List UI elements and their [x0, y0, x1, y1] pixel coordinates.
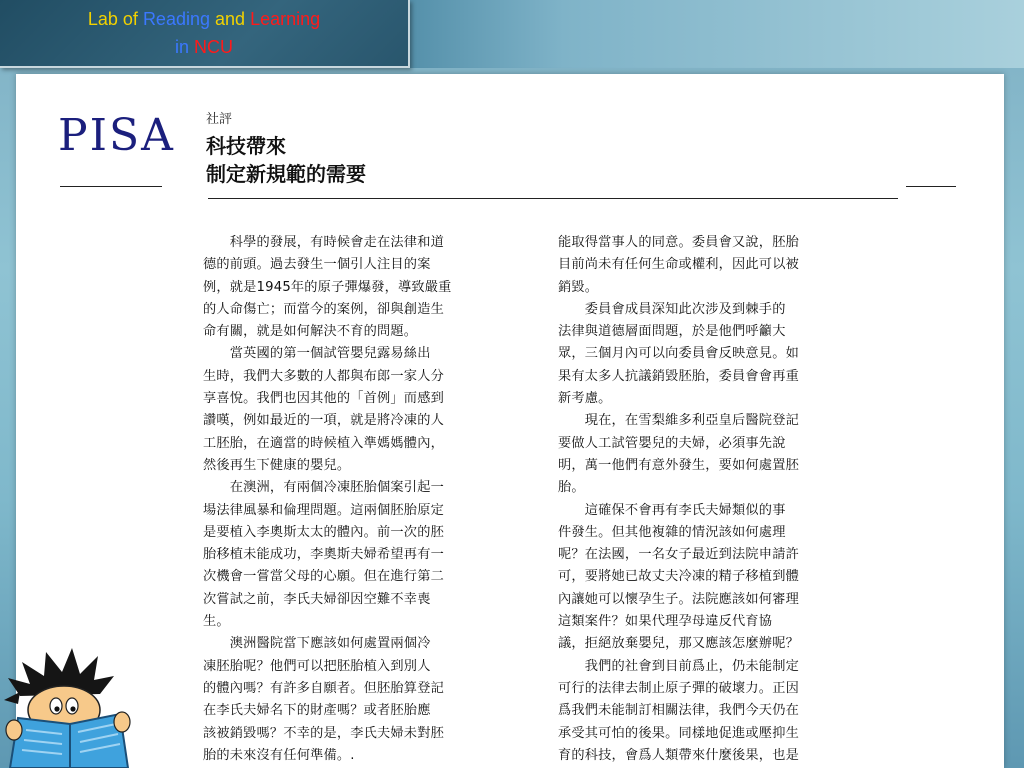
- learning-word: Learning: [250, 9, 321, 29]
- title-rule: [208, 198, 898, 199]
- article-line: 呢？在法國，一名女子最近到法院申請許: [558, 547, 799, 563]
- article-line: 享喜悅。我們也因其他的「首例」而感到: [203, 391, 444, 407]
- article-line: 當英國的第一個試管嬰兒露易絲出: [203, 346, 431, 362]
- lab-word: Lab: [87, 9, 118, 29]
- article-title-line1: 科技帶來: [206, 134, 286, 158]
- reading-word: Reading: [142, 9, 210, 29]
- article-line: 明，萬一他們有意外發生，要如何處置胚: [558, 457, 799, 473]
- article-line: 該被銷毀嗎？不幸的是，李氏夫婦未對胚: [203, 725, 444, 741]
- article-line: 承受其可怕的後果。同樣地促進或壓抑生: [558, 725, 799, 741]
- article-line: 育的科技，會爲人類帶來什麼後果，也是: [558, 747, 799, 763]
- article-line: 目前尚未有任何生命或權利，因此可以被: [558, 257, 799, 273]
- right-rule: [906, 186, 956, 187]
- article-line: 可，要將她已故丈夫冷凍的精子移植到體: [558, 569, 799, 585]
- lab-logo-panel: [0, 0, 410, 68]
- article-right-column: [558, 232, 894, 767]
- article-line: 澳洲醫院當下應該如何處置兩個冷: [203, 636, 431, 652]
- article-line: 胎的未來沒有任何準備。.: [203, 747, 355, 763]
- article-line: 次嘗試之前，李氏夫婦卻因空難不幸喪: [203, 591, 431, 607]
- pisa-logo: PISA: [58, 110, 175, 161]
- article-left-column: [203, 232, 526, 767]
- article-line: 委員會成員深知此次涉及到棘手的: [558, 301, 786, 317]
- article-line: 的人命傷亡；而當今的案例，卻與創造生: [203, 301, 444, 317]
- article-line: 內讓她可以懷孕生子。法院應該如何審理: [558, 591, 799, 607]
- section-label: 社評: [206, 112, 233, 127]
- in-word: in: [174, 37, 189, 57]
- article-line: 議，拒絕放棄嬰兒，那又應該怎麼辦呢？: [558, 636, 799, 652]
- article-line: 新考慮。: [558, 391, 612, 407]
- left-rule: [60, 186, 162, 187]
- article-line: 德的前頭。過去發生一個引人注目的案: [203, 257, 431, 273]
- article-line: 要做人工試管嬰兒的夫婦，必須事先說: [558, 435, 786, 451]
- article-line: 凍胚胎呢？他們可以把胚胎植入到別人: [203, 658, 431, 674]
- article-line: 在澳洲，有兩個冷凍胚胎個案引起一: [203, 480, 444, 496]
- article-line: 然後再生下健康的嬰兒。: [203, 457, 351, 473]
- article-line: 銷毀。: [558, 279, 599, 295]
- of-word: of: [122, 9, 138, 29]
- article-title-line2: 制定新規範的需要: [206, 162, 366, 186]
- article-line: 現在，在雪梨維多利亞皇后醫院登記: [558, 413, 799, 429]
- article-line: 在李氏夫婦名下的財產嗎？或者胚胎應: [203, 703, 431, 719]
- article-line: 例，就是1945年的原子彈爆發，導致嚴重: [203, 279, 452, 295]
- ncu-word: NCU: [194, 37, 234, 57]
- article-line: 法律與道德層面問題，於是他們呼籲大: [558, 324, 786, 340]
- article-line: 能取得當事人的同意。委員會又說，胚胎: [558, 235, 799, 250]
- article-line: 次機會一嘗當父母的心願。但在進行第二: [203, 569, 444, 585]
- article-line: 工胚胎，在適當的時候植入準媽媽體內，: [203, 435, 444, 451]
- and-word: and: [215, 9, 246, 29]
- article-line: 件發生。但其他複雜的情況該如何處理: [558, 524, 786, 540]
- article-line: 的體內嗎？有許多自願者。但胚胎算登記: [203, 680, 444, 696]
- article-line: 這確保不會再有李氏夫婦類似的事: [558, 502, 786, 518]
- article-line: 這類案件？如果代理孕母違反代育協: [558, 614, 773, 630]
- article-line: 是要植入李奧斯太太的體內。前一次的胚: [203, 524, 444, 540]
- article-line: 果有太多人抗議銷毀胚胎，委員會會再重: [558, 368, 799, 384]
- article-line: 讚嘆，例如最近的一項，就是將冷凍的人: [203, 413, 444, 429]
- article-line: 胎移植未能成功，李奧斯夫婦希望再有一: [203, 547, 444, 563]
- article-line: 爲我們未能制訂相關法律，我們今天仍在: [558, 703, 799, 719]
- article-line: 科學的發展，有時候會走在法律和道: [203, 235, 444, 250]
- reading-boy-mascot: [0, 618, 180, 768]
- article-line: 胎。: [558, 480, 585, 496]
- lab-title-line1: [0, 8, 408, 30]
- article-line: 眾，三個月內可以向委員會反映意見。如: [558, 346, 799, 362]
- article-line: 我們的社會到目前爲止，仍未能制定: [558, 658, 799, 674]
- lab-title-line2: [0, 36, 408, 58]
- article-line: 命有關，就是如何解決不育的問題。: [203, 324, 418, 340]
- article-line: 生。: [203, 614, 230, 630]
- article-line: 可行的法律去制止原子彈的破壞力。正因: [558, 680, 799, 696]
- article-line: 生時，我們大多數的人都與布郎一家人分: [203, 368, 444, 384]
- article-line: 場法律風暴和倫理問題。這兩個胚胎原定: [203, 502, 444, 518]
